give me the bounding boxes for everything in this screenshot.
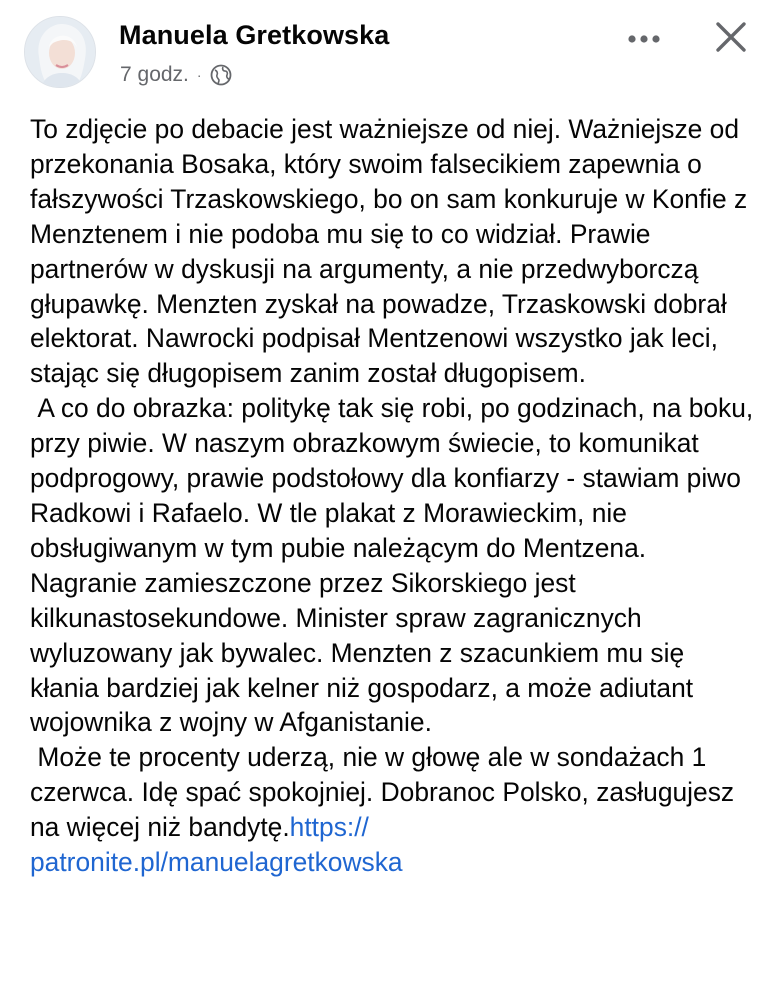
post-paragraph-text: Może te procenty uderzą, nie w głowę ale w sondażach 1 czerwca. Idę spać spokojniej. Dobranoc Polsko, zasługujesz na więcej niż bandytę. <box>30 742 742 843</box>
avatar[interactable] <box>24 16 96 88</box>
close-icon[interactable] <box>714 20 748 54</box>
post-paragraph <box>30 740 760 880</box>
post-paragraph: To zdjęcie po debacie jest ważniejsze od niej. Ważniejsze od przekonania Bosaka, który swoim falsecikiem zapewnia o fałszywości Trzaskowskiego, bo on sam konkuruje w Konfie z Menztenem i nie podoba mu się to co widział. Prawie partnerów w dyskusji na argumenty, a nie przedwyborczą głupawkę. Menzten zyskał na powadze, Trzaskowski dobrał elektorat. Nawrocki podpisał Mentzenowi wszystko jak leci, stając się długopisem zanim został długopisem. <box>30 114 755 389</box>
post-paragraph: A co do obrazka: politykę tak się robi, po godzinach, na boku, przy piwie. W naszym obrazkowym świecie, to komunikat podprogowy, prawie podstołowy dla konfiarzy - stawiam piwo Radkowi i Rafaelo. W tle plakat z Morawieckim, nie obsługiwanym w tym pubie należącym do Mentzena. Nagranie zamieszczone przez Sikorskiego jest kilkunastosekundowe. Minister spraw zagranicznych wyluzowany jak bywalec. Menzten z szacunkiem mu się kłania bardziej jak kelner niż gospodarz, a może adiutant wojownika z wojny w Afganistanie. <box>30 393 761 738</box>
author-name[interactable]: Manuela Gretkowska <box>119 20 390 50</box>
post-meta <box>120 62 232 88</box>
post-timestamp[interactable]: 7 godz. <box>120 63 189 86</box>
meta-separator: · <box>196 67 202 83</box>
avatar-image <box>25 17 96 88</box>
post-text <box>30 112 760 880</box>
globe-icon[interactable] <box>210 64 232 86</box>
post-header <box>24 14 764 94</box>
patronite-link[interactable]: https:// patronite.pl/manuelagretkowska <box>30 812 403 878</box>
more-options-icon[interactable] <box>624 24 664 54</box>
